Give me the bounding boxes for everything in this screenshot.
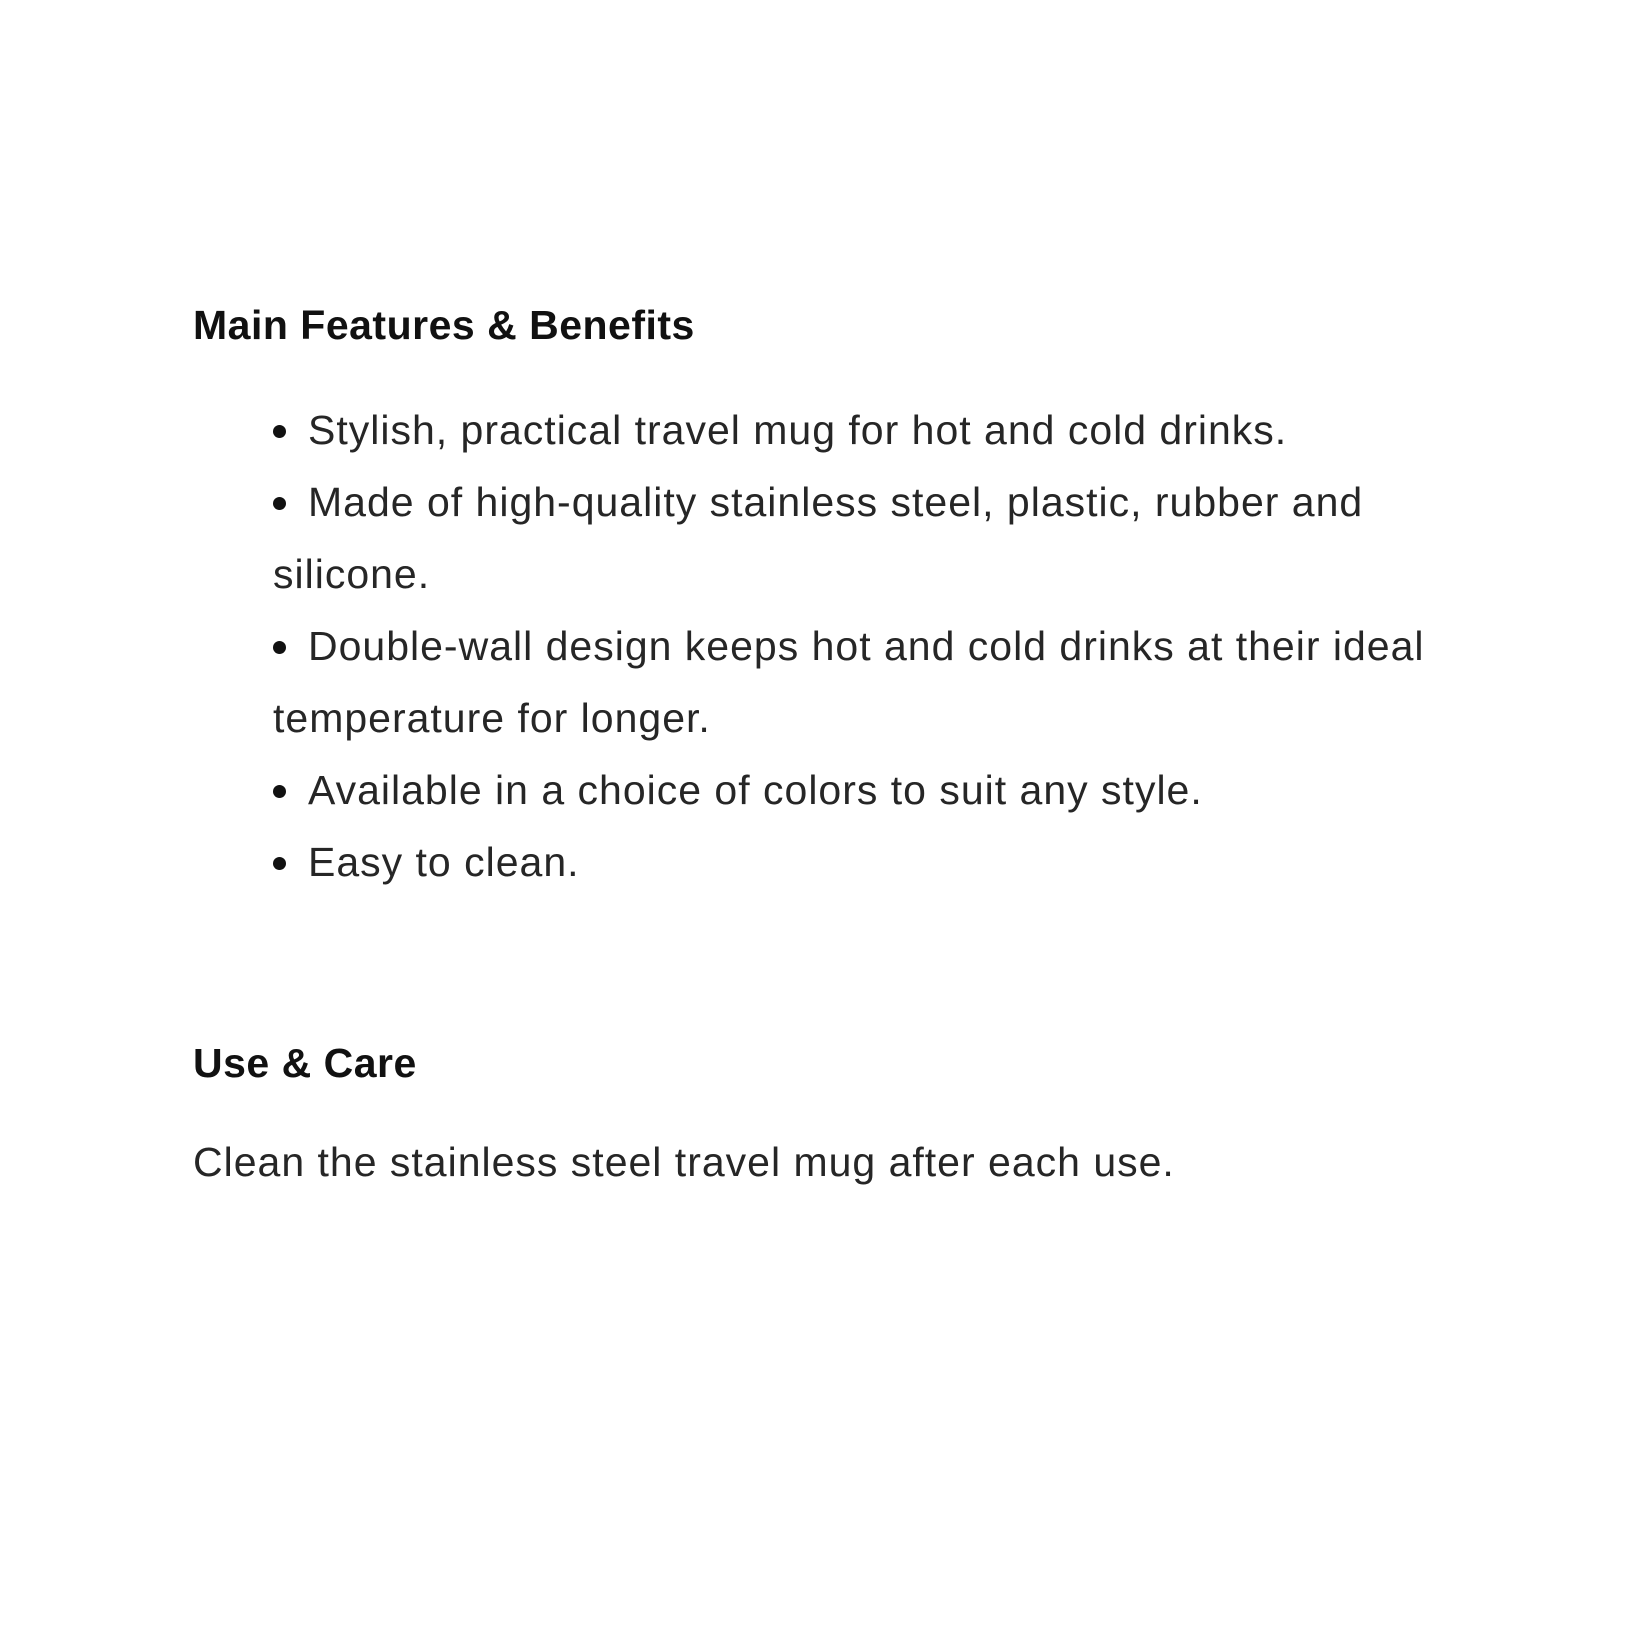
product-description xyxy=(193,300,1493,1187)
features-heading: Main Features & Benefits xyxy=(193,302,695,348)
bullet-icon xyxy=(273,857,286,870)
feature-text: Double-wall design keeps hot and cold drinks at their ideal temperature for longer. xyxy=(273,623,1425,741)
feature-text: Made of high-quality stainless steel, plastic, rubber and silicone. xyxy=(273,479,1364,597)
feature-text: Available in a choice of colors to suit any style. xyxy=(308,767,1203,813)
use-care-text: Clean the stainless steel travel mug after each use. xyxy=(193,1139,1175,1185)
feature-text: Easy to clean. xyxy=(308,839,580,885)
list-item xyxy=(273,826,1493,898)
use-care-heading: Use & Care xyxy=(193,1040,417,1086)
list-item xyxy=(273,466,1493,610)
bullet-icon xyxy=(273,425,286,438)
bullet-icon xyxy=(273,497,286,510)
feature-text: Stylish, practical travel mug for hot and cold drinks. xyxy=(308,407,1288,453)
list-item xyxy=(273,754,1493,826)
list-item xyxy=(273,394,1493,466)
bullet-icon xyxy=(273,785,286,798)
bullet-icon xyxy=(273,641,286,654)
features-list xyxy=(193,394,1493,898)
list-item xyxy=(273,610,1493,754)
